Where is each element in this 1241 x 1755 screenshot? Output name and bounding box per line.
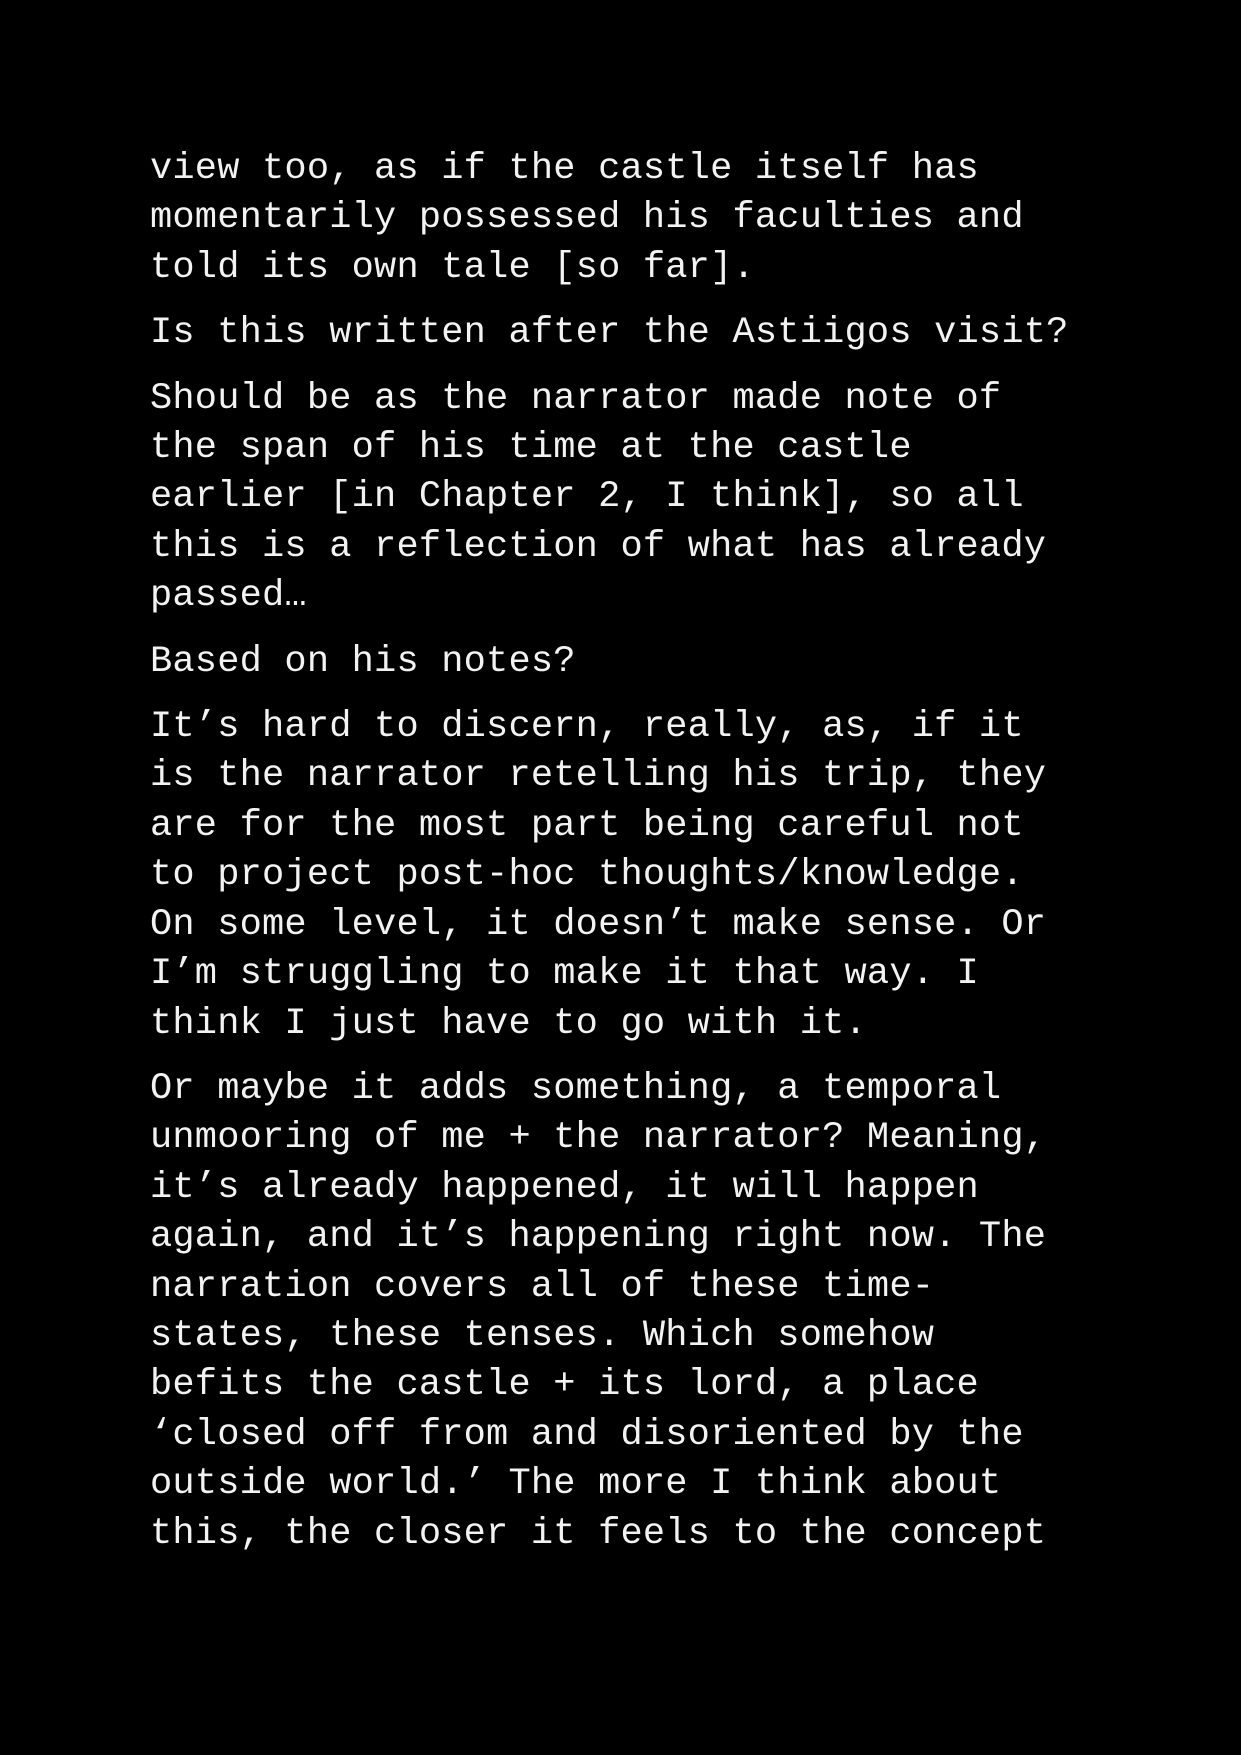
paragraph-2 (150, 309, 1150, 358)
text-line: outside world.’ The more I think about (150, 1463, 1002, 1506)
text-line: view too, as if the castle itself has (150, 148, 979, 190)
text-line: to project post-hoc thoughts/knowledge. (150, 854, 1024, 897)
text-line: Is this written after the Astiigos visit? (150, 312, 1069, 355)
text-line: narration covers all of these time- (150, 1265, 935, 1308)
text-line: Based on his notes? (150, 640, 576, 683)
text-line: states, these tenses. Which somehow (150, 1314, 935, 1357)
text-line: It’s hard to discern, really, as, if it (150, 706, 1024, 749)
paragraph-3 (150, 375, 1150, 622)
text-line: momentarily possessed his faculties and (150, 197, 1024, 240)
paragraph-5 (150, 703, 1150, 1049)
text-line: Or maybe it adds something, a temporal (150, 1067, 1002, 1110)
text-line: it’s already happened, it will happen (150, 1166, 979, 1209)
text-line: is the narrator retelling his trip, they (150, 755, 1047, 798)
text-line: earlier [in Chapter 2, I think], so all (150, 476, 1024, 519)
text-line: ‘closed off from and disoriented by the (150, 1413, 1024, 1456)
paragraph-4 (150, 638, 1150, 687)
text-line: I’m struggling to make it that way. I (150, 953, 979, 996)
text-line: unmooring of me + the narrator? Meaning, (150, 1117, 1047, 1160)
paragraph-1 (150, 145, 1150, 293)
text-line: befits the castle + its lord, a place (150, 1364, 979, 1407)
text-line: think I just have to go with it. (150, 1002, 867, 1045)
text-line: told its own tale [so far]. (150, 246, 755, 289)
paragraph-6 (150, 1065, 1150, 1559)
text-line: this, the closer it feels to the concept (150, 1512, 1047, 1555)
text-line: this is a reflection of what has already (150, 525, 1047, 568)
text-line: passed… (150, 575, 307, 618)
document-page (150, 145, 1150, 1575)
text-line: are for the most part being careful not (150, 804, 1024, 847)
text-line: the span of his time at the castle (150, 427, 912, 470)
text-line: On some level, it doesn’t make sense. Or (150, 903, 1047, 946)
text-line: again, and it’s happening right now. The (150, 1216, 1047, 1259)
text-line: Should be as the narrator made note of (150, 377, 1002, 420)
